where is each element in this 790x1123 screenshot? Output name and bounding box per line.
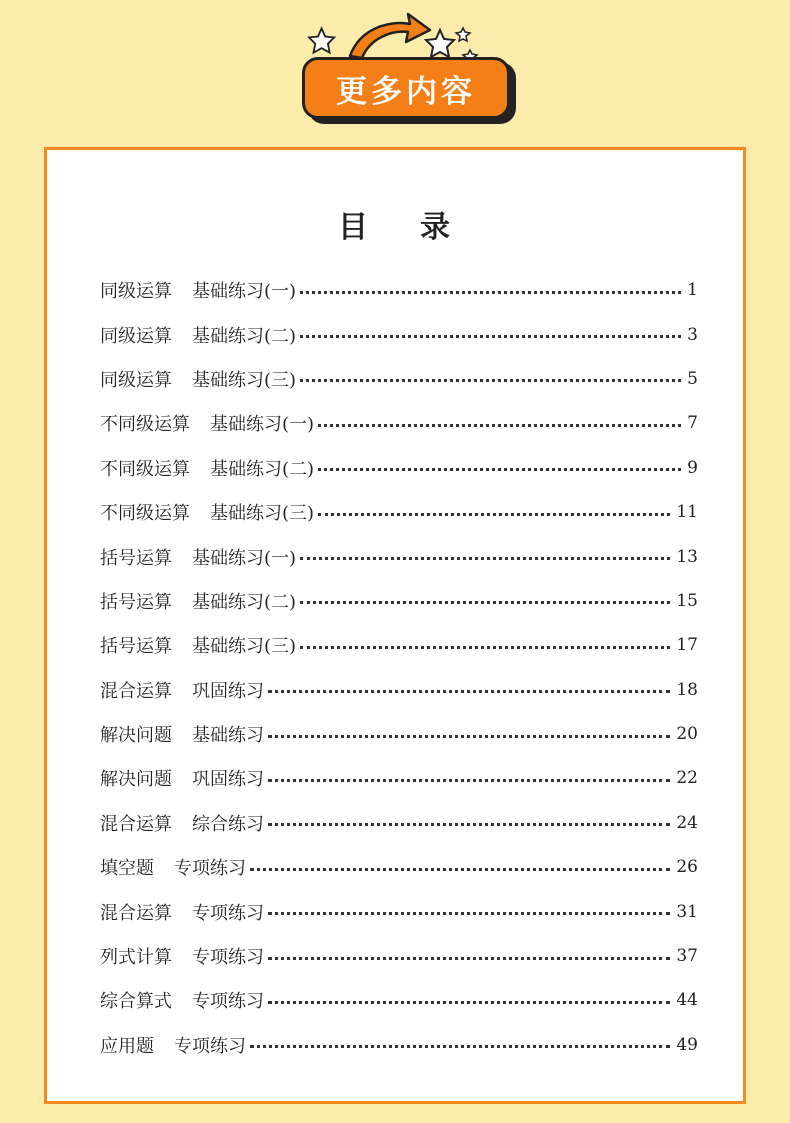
toc-entry-label: [100, 987, 264, 1013]
toc-entry[interactable]: [100, 401, 698, 445]
toc-entry[interactable]: [100, 623, 698, 667]
toc-entry-subject: 基础练习(三): [192, 369, 297, 391]
dot-leader: [300, 601, 670, 604]
toc-entry-subject: 专项练习: [192, 902, 264, 924]
toc-entry-subject: 巩固练习: [192, 680, 264, 702]
toc-entry[interactable]: [100, 1023, 698, 1067]
toc-entry-subject: 基础练习(一): [210, 414, 315, 436]
toc-entry-category: 填空题: [100, 858, 154, 880]
toc-entry-subject: 基础练习(一): [192, 281, 297, 303]
toc-entry[interactable]: [100, 978, 698, 1022]
toc-entry[interactable]: [100, 534, 698, 578]
toc-entry-page-number: 31: [676, 901, 698, 922]
toc-entry-subject: 基础练习(一): [192, 547, 297, 569]
toc-entry-page-number: 9: [687, 457, 698, 478]
toc-entry-label: [100, 677, 264, 703]
toc-entry[interactable]: [100, 756, 698, 800]
toc-entry-subject: 基础练习(三): [210, 503, 315, 525]
toc-entry-category: 不同级运算: [100, 503, 190, 525]
toc-entry[interactable]: [100, 934, 698, 978]
title-part2: 录: [420, 210, 452, 245]
toc-entry-category: 括号运算: [100, 591, 172, 613]
toc-entry-subject: 基础练习(二): [210, 458, 315, 480]
toc-entry-subject: 专项练习: [192, 947, 264, 969]
toc-list: [100, 268, 698, 1067]
toc-entry-subject: 专项练习: [174, 858, 246, 880]
header: [0, 0, 790, 140]
toc-entry-category: 混合运算: [100, 902, 172, 924]
toc-entry-page-number: 49: [676, 1034, 698, 1055]
toc-entry-category: 混合运算: [100, 813, 172, 835]
toc-entry-label: [100, 721, 264, 747]
toc-entry-page-number: 13: [676, 546, 698, 567]
toc-entry-label: [100, 1032, 246, 1058]
toc-entry-page-number: 1: [687, 280, 698, 301]
dot-leader: [318, 468, 681, 471]
dot-leader: [300, 291, 681, 294]
toc-entry-subject: 基础练习(二): [192, 325, 297, 347]
toc-entry[interactable]: [100, 845, 698, 889]
toc-entry-label: [100, 854, 246, 880]
toc-entry[interactable]: [100, 712, 698, 756]
dot-leader: [268, 823, 670, 826]
toc-entry-label: [100, 322, 296, 348]
toc-entry-label: [100, 366, 296, 392]
toc-entry-label: [100, 765, 264, 791]
toc-entry-category: 应用题: [100, 1035, 154, 1057]
toc-entry-category: 不同级运算: [100, 458, 190, 480]
toc-entry-page-number: 17: [676, 635, 698, 656]
toc-entry[interactable]: [100, 312, 698, 356]
toc-entry-label: [100, 899, 264, 925]
dot-leader: [250, 1045, 670, 1048]
toc-entry-page-number: 20: [676, 724, 698, 745]
dot-leader: [300, 379, 681, 382]
toc-entry-category: 解决问题: [100, 769, 172, 791]
dot-leader: [318, 424, 681, 427]
toc-entry[interactable]: [100, 357, 698, 401]
toc-panel: [44, 147, 746, 1104]
more-content-badge[interactable]: [302, 57, 510, 119]
toc-entry-category: 同级运算: [100, 325, 172, 347]
toc-entry-category: 同级运算: [100, 369, 172, 391]
toc-entry-subject: 基础练习(二): [192, 591, 297, 613]
toc-entry-page-number: 24: [676, 812, 698, 833]
toc-entry-label: [100, 455, 314, 481]
toc-entry-label: [100, 943, 264, 969]
badge-label: 更多内容: [336, 73, 476, 110]
toc-entry[interactable]: [100, 801, 698, 845]
toc-entry-subject: 综合练习: [192, 813, 264, 835]
toc-entry[interactable]: [100, 446, 698, 490]
toc-entry-page-number: 26: [676, 857, 698, 878]
toc-entry-label: [100, 810, 264, 836]
dot-leader: [300, 335, 681, 338]
toc-entry[interactable]: [100, 889, 698, 933]
toc-entry-subject: 基础练习(三): [192, 636, 297, 658]
toc-entry[interactable]: [100, 579, 698, 623]
toc-entry-page-number: 3: [687, 324, 698, 345]
dot-leader: [268, 690, 670, 693]
toc-entry[interactable]: [100, 268, 698, 312]
toc-entry-page-number: 15: [676, 590, 698, 611]
toc-entry-subject: 巩固练习: [192, 769, 264, 791]
dot-leader: [268, 912, 670, 915]
toc-entry-page-number: 18: [676, 679, 698, 700]
toc-entry[interactable]: [100, 490, 698, 534]
toc-entry-subject: 专项练习: [174, 1035, 246, 1057]
toc-entry-category: 不同级运算: [100, 414, 190, 436]
dot-leader: [318, 513, 670, 516]
toc-entry-category: 列式计算: [100, 947, 172, 969]
toc-entry-page-number: 5: [687, 368, 698, 389]
page-title: [47, 202, 743, 246]
toc-entry-category: 解决问题: [100, 725, 172, 747]
dot-leader: [268, 735, 670, 738]
toc-entry-category: 括号运算: [100, 547, 172, 569]
dot-leader: [268, 779, 670, 782]
toc-entry-page-number: 22: [676, 768, 698, 789]
dot-leader: [268, 957, 670, 960]
toc-entry-label: [100, 277, 296, 303]
dot-leader: [300, 557, 670, 560]
dot-leader: [250, 868, 670, 871]
toc-entry[interactable]: [100, 668, 698, 712]
toc-entry-subject: 基础练习: [192, 725, 264, 747]
toc-entry-category: 括号运算: [100, 636, 172, 658]
toc-entry-label: [100, 410, 314, 436]
toc-entry-category: 综合算式: [100, 991, 172, 1013]
toc-entry-page-number: 44: [676, 990, 698, 1011]
toc-entry-page-number: 11: [676, 502, 698, 523]
dot-leader: [268, 1001, 670, 1004]
toc-entry-label: [100, 632, 296, 658]
toc-entry-label: [100, 499, 314, 525]
toc-entry-category: 混合运算: [100, 680, 172, 702]
dot-leader: [300, 646, 670, 649]
toc-entry-page-number: 7: [687, 413, 698, 434]
toc-entry-page-number: 37: [676, 946, 698, 967]
toc-entry-category: 同级运算: [100, 281, 172, 303]
toc-entry-label: [100, 588, 296, 614]
toc-entry-subject: 专项练习: [192, 991, 264, 1013]
toc-entry-label: [100, 544, 296, 570]
title-part1: 目: [338, 210, 370, 245]
